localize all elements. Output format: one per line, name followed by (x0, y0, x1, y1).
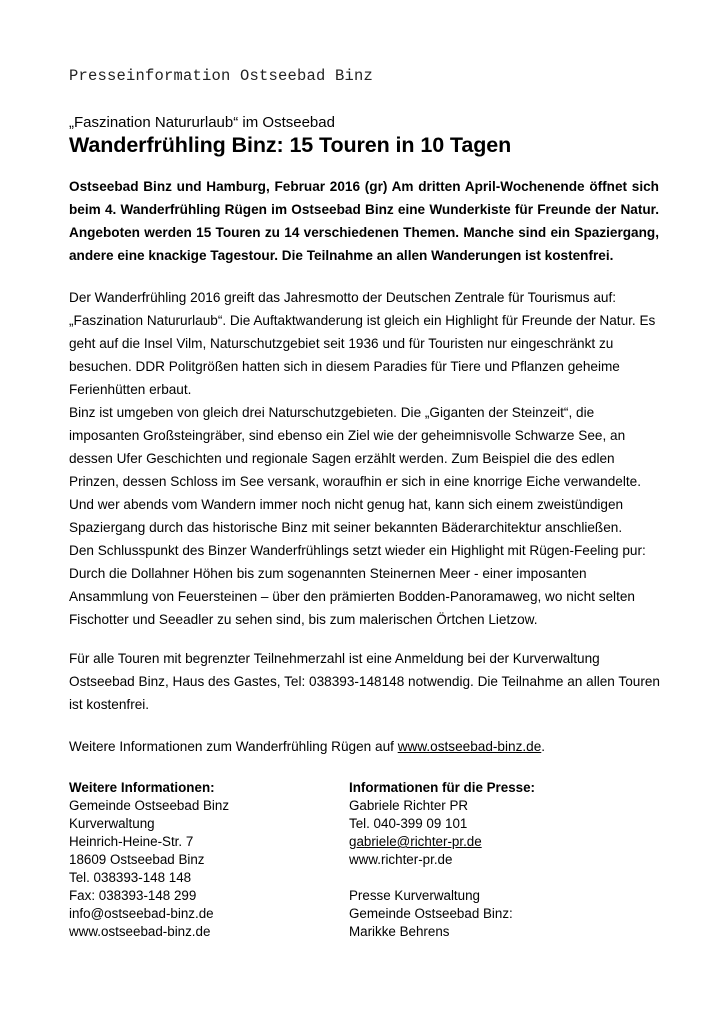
body-line: Durch die Dollahner Höhen bis zum sogenannten Steinernen Meer - einer imposanten (69, 566, 587, 581)
body-line: imposanten Großsteingräber, sind ebenso ein Ziel wie der geheimnisvolle Schwarze See, an (69, 428, 626, 443)
document-header: Presseinformation Ostseebad Binz (69, 67, 374, 85)
registration-line: Ostseebad Binz, Haus des Gastes, Tel: 038393-148148 notwendig. Die Teilnahme an allen Touren (69, 674, 660, 689)
website-link[interactable]: www.ostseebad-binz.de (397, 739, 542, 754)
registration-paragraph (69, 647, 659, 716)
press-email-link[interactable]: gabriele@richter-pr.de (349, 834, 482, 849)
more-info-line (69, 735, 545, 758)
body-line: Ansammlung von Feuersteinen – über den prämierten Bodden-Panoramaweg, wo nicht selten (69, 589, 635, 604)
contact-left-line: Heinrich-Heine-Str. 7 (69, 834, 194, 849)
body-line: Binz ist umgeben von gleich drei Naturschutzgebieten. Die „Giganten der Steinzeit“, die (69, 405, 595, 420)
lead-line: Angeboten werden 15 Touren zu 14 verschiedenen Themen. Manche sind ein Spaziergang, (69, 225, 659, 240)
contact-left-line: Gemeinde Ostseebad Binz (69, 798, 230, 813)
body-line: Ferienhütten erbaut. (69, 382, 192, 397)
kicker: „Faszination Natururlaub“ im Ostseebad (69, 114, 335, 131)
lead-line: andere eine knackige Tagestour. Die Teilnahme an allen Wanderungen ist kostenfrei. (69, 248, 614, 263)
body-line: dessen Ufer Geschichten und regionale Sagen erzählt werden. Zum Beispiel die des edlen (69, 451, 615, 466)
contact-left-email: info@ostseebad-binz.de (69, 906, 214, 921)
body-line: Der Wanderfrühling 2016 greift das Jahresmotto der Deutschen Zentrale für Tourismus auf: (69, 290, 617, 305)
body-line: Fischotter und Seeadler zu sehen sind, bis zum malerischen Örtchen Lietzow. (69, 612, 538, 627)
contact-left-line: Kurverwaltung (69, 816, 155, 831)
lead-paragraph (69, 175, 659, 267)
contact-left-line: 18609 Ostseebad Binz (69, 852, 205, 867)
body-line: Spaziergang durch das historische Binz mit seiner bekannten Bäderarchitektur anschließen. (69, 520, 623, 535)
press-website: www.richter-pr.de (349, 852, 453, 867)
body-line: „Faszination Natururlaub“. Die Auftaktwanderung ist gleich ein Highlight für Freunde der Natur. Es (69, 313, 656, 328)
more-info-text: Weitere Informationen zum Wanderfrühling Rügen auf (69, 739, 398, 754)
spacer (349, 869, 535, 887)
body-line: Prinzen, dessen Schloss im See versank, woraufhin er sich in eine knorrige Eiche verwandelte. (69, 474, 641, 489)
lead-line: beim 4. Wanderfrühling Rügen im Ostseebad Binz eine Wunderkiste für Freunde der Natur. (69, 202, 659, 217)
lead-line: Ostseebad Binz und Hamburg, Februar 2016 (gr) Am dritten April-Wochenende öffnet sich (69, 179, 659, 194)
contact-left-website: www.ostseebad-binz.de (69, 924, 211, 939)
contact-right-line: Marikke Behrens (349, 924, 450, 939)
contact-right-heading: Informationen für die Presse: (349, 780, 536, 795)
page-title: Wanderfrühling Binz: 15 Touren in 10 Tagen (69, 133, 512, 157)
body-line: besuchen. DDR Politgrößen hatten sich in diesem Paradies für Tiere und Pflanzen geheime (69, 359, 620, 374)
registration-line: Für alle Touren mit begrenzter Teilnehmerzahl ist eine Anmeldung bei der Kurverwaltung (69, 651, 600, 666)
contact-right-line: Gemeinde Ostseebad Binz: (349, 906, 513, 921)
registration-line: ist kostenfrei. (69, 697, 150, 712)
contact-left-line: Tel. 038393-148 148 (69, 870, 192, 885)
contact-right-column (349, 779, 535, 941)
body-text (69, 286, 659, 631)
body-line: Und wer abends vom Wandern immer noch nicht genug hat, kann sich einem zweistündigen (69, 497, 624, 512)
contact-left-column (69, 779, 229, 941)
contact-left-line: Fax: 038393-148 299 (69, 888, 197, 903)
body-line: geht auf die Insel Vilm, Naturschutzgebiet seit 1936 und für Touristen nur eingeschränkt zu (69, 336, 614, 351)
more-info-suffix: . (541, 739, 546, 754)
contact-right-line: Tel. 040-399 09 101 (349, 816, 468, 831)
contact-left-heading: Weitere Informationen: (69, 780, 215, 795)
contact-right-line: Gabriele Richter PR (349, 798, 469, 813)
contact-right-line: Presse Kurverwaltung (349, 888, 480, 903)
body-line: Den Schlusspunkt des Binzer Wanderfrühlings setzt wieder ein Highlight mit Rügen-Feeling pur: (69, 543, 646, 558)
